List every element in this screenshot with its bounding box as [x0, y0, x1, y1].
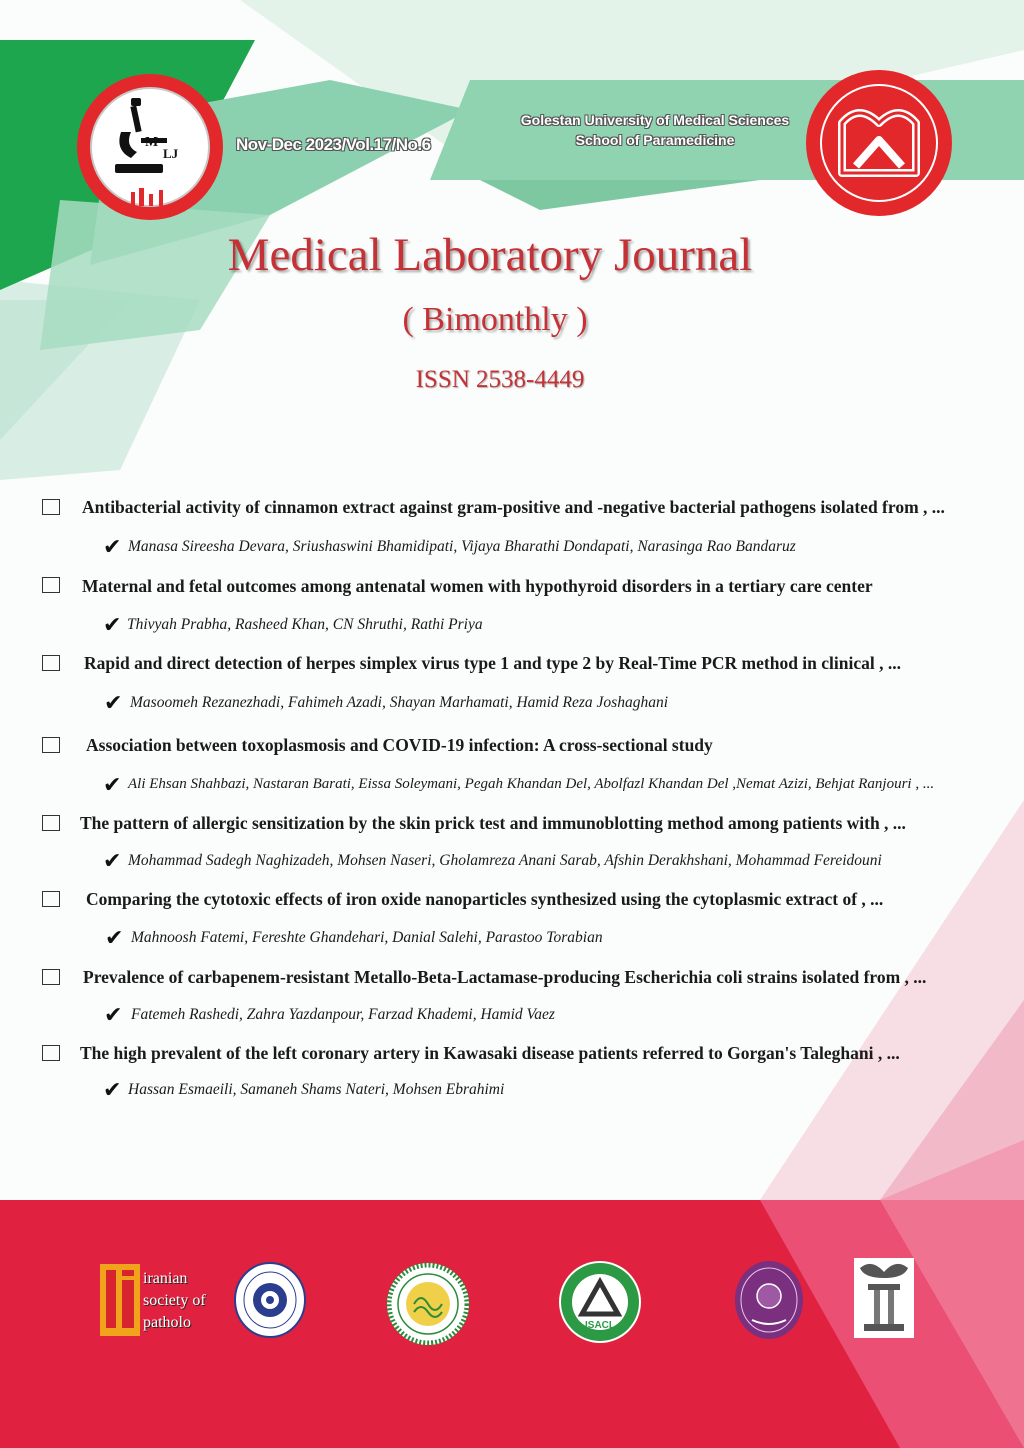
article-title[interactable]: Prevalence of carbapenem-resistant Metallo-Beta-Lactamase-producing Escherichia coli strains isolated from , ... [83, 967, 927, 987]
journal-frequency: ( Bimonthly ) [402, 301, 588, 338]
article-title[interactable]: Comparing the cytotoxic effects of iron oxide nanoparticles synthesized using the cytoplasmic extract of , ... [86, 889, 884, 909]
checkmark-icon: ✔ [103, 1077, 122, 1102]
society-of-parasitology-logo [234, 1262, 306, 1338]
article-title[interactable]: Association between toxoplasmosis and COVID-19 infection: A cross-sectional study [86, 735, 713, 755]
article-title[interactable]: The high prevalent of the left coronary artery in Kawasaki disease patients referred to Gorgan's Taleghani , ... [80, 1043, 900, 1063]
article-title[interactable]: Antibacterial activity of cinnamon extract against gram-positive and -negative bacterial pathogens isolated from , ... [82, 497, 945, 517]
university-line-2: School of Paramedicine [575, 132, 735, 148]
article-authors: Fatemeh Rashedi, Zahra Yazdanpour, Farzad Khademi, Hamid Vaez [131, 1006, 555, 1023]
article-authors: Mahnoosh Fatemi, Fereshte Ghandehari, Danial Salehi, Parastoo Torabian [131, 929, 603, 946]
journal-issn: ISSN 2538-4449 [415, 366, 585, 393]
iacl-logo [734, 1260, 804, 1340]
checkmark-icon: ✔ [103, 772, 122, 797]
article-authors: Mohammad Sadegh Naghizadeh, Mohsen Naseri, Gholamreza Anani Sarab, Afshin Derakhshani, Mohammad Fereidouni [128, 852, 882, 869]
isacl-logo [558, 1260, 642, 1344]
article-authors: Masoomeh Rezanezhadi, Fahimeh Azadi, Shayan Marhamati, Hamid Reza Joshaghani [130, 694, 669, 711]
university-line-1: Golestan University of Medical Sciences [520, 112, 790, 128]
society-line-2: society of [143, 1292, 206, 1309]
journal-title: Medical Laboratory Journal [227, 229, 753, 281]
svg-text:LJ: LJ [163, 146, 179, 161]
article-checkbox[interactable] [42, 891, 60, 907]
checkmark-icon: ✔ [103, 612, 122, 637]
article-checkbox[interactable] [42, 499, 60, 515]
checkmark-icon: ✔ [103, 848, 122, 873]
article-authors: Hassan Esmaeili, Samaneh Shams Nateri, Mohsen Ebrahimi [128, 1081, 505, 1098]
article-checkbox[interactable] [42, 737, 60, 753]
checkmark-icon: ✔ [105, 925, 124, 950]
isacl-label: ISACL [585, 1320, 615, 1331]
laboratory-society-logo [386, 1262, 470, 1346]
article-authors: Ali Ehsan Shahbazi, Nastaran Barati, Eissa Soleymani, Pegah Khandan Del, Abolfazl Khandan Del ,Nemat Azizi, Behjat Ranjouri , ... [128, 776, 935, 792]
iranian-society-pathology-text [143, 1268, 206, 1334]
article-checkbox[interactable] [42, 577, 60, 593]
checkmark-icon: ✔ [104, 1002, 123, 1027]
article-checkbox[interactable] [42, 1045, 60, 1061]
article-checkbox[interactable] [42, 815, 60, 831]
iranian-society-pathology-emblem-icon [100, 1264, 140, 1336]
article-checkbox[interactable] [42, 655, 60, 671]
checkmark-icon: ✔ [104, 690, 123, 715]
checkmark-icon: ✔ [103, 534, 122, 559]
svg-text:M: M [145, 135, 159, 150]
article-checkbox[interactable] [42, 969, 60, 985]
medical-emblem-logo [854, 1258, 914, 1338]
article-title[interactable]: Maternal and fetal outcomes among antenatal women with hypothyroid disorders in a tertiary care center [82, 576, 873, 596]
society-line-1: iranian [143, 1270, 188, 1287]
society-line-3: patholo [143, 1314, 191, 1331]
article-title[interactable]: Rapid and direct detection of herpes simplex virus type 1 and type 2 by Real-Time PCR method in clinical , ... [84, 653, 901, 673]
issue-info: Nov-Dec 2023/Vol.17/No.6 [236, 135, 431, 154]
article-authors: Thivyah Prabha, Rasheed Khan, CN Shruthi, Rathi Priya [127, 616, 483, 633]
article-authors: Manasa Sireesha Devara, Sriushaswini Bhamidipati, Vijaya Bharathi Dondapati, Narasinga Rao Bandaruz [128, 538, 796, 555]
article-title[interactable]: The pattern of allergic sensitization by the skin prick test and immunoblotting method among patients with , ... [80, 813, 906, 833]
